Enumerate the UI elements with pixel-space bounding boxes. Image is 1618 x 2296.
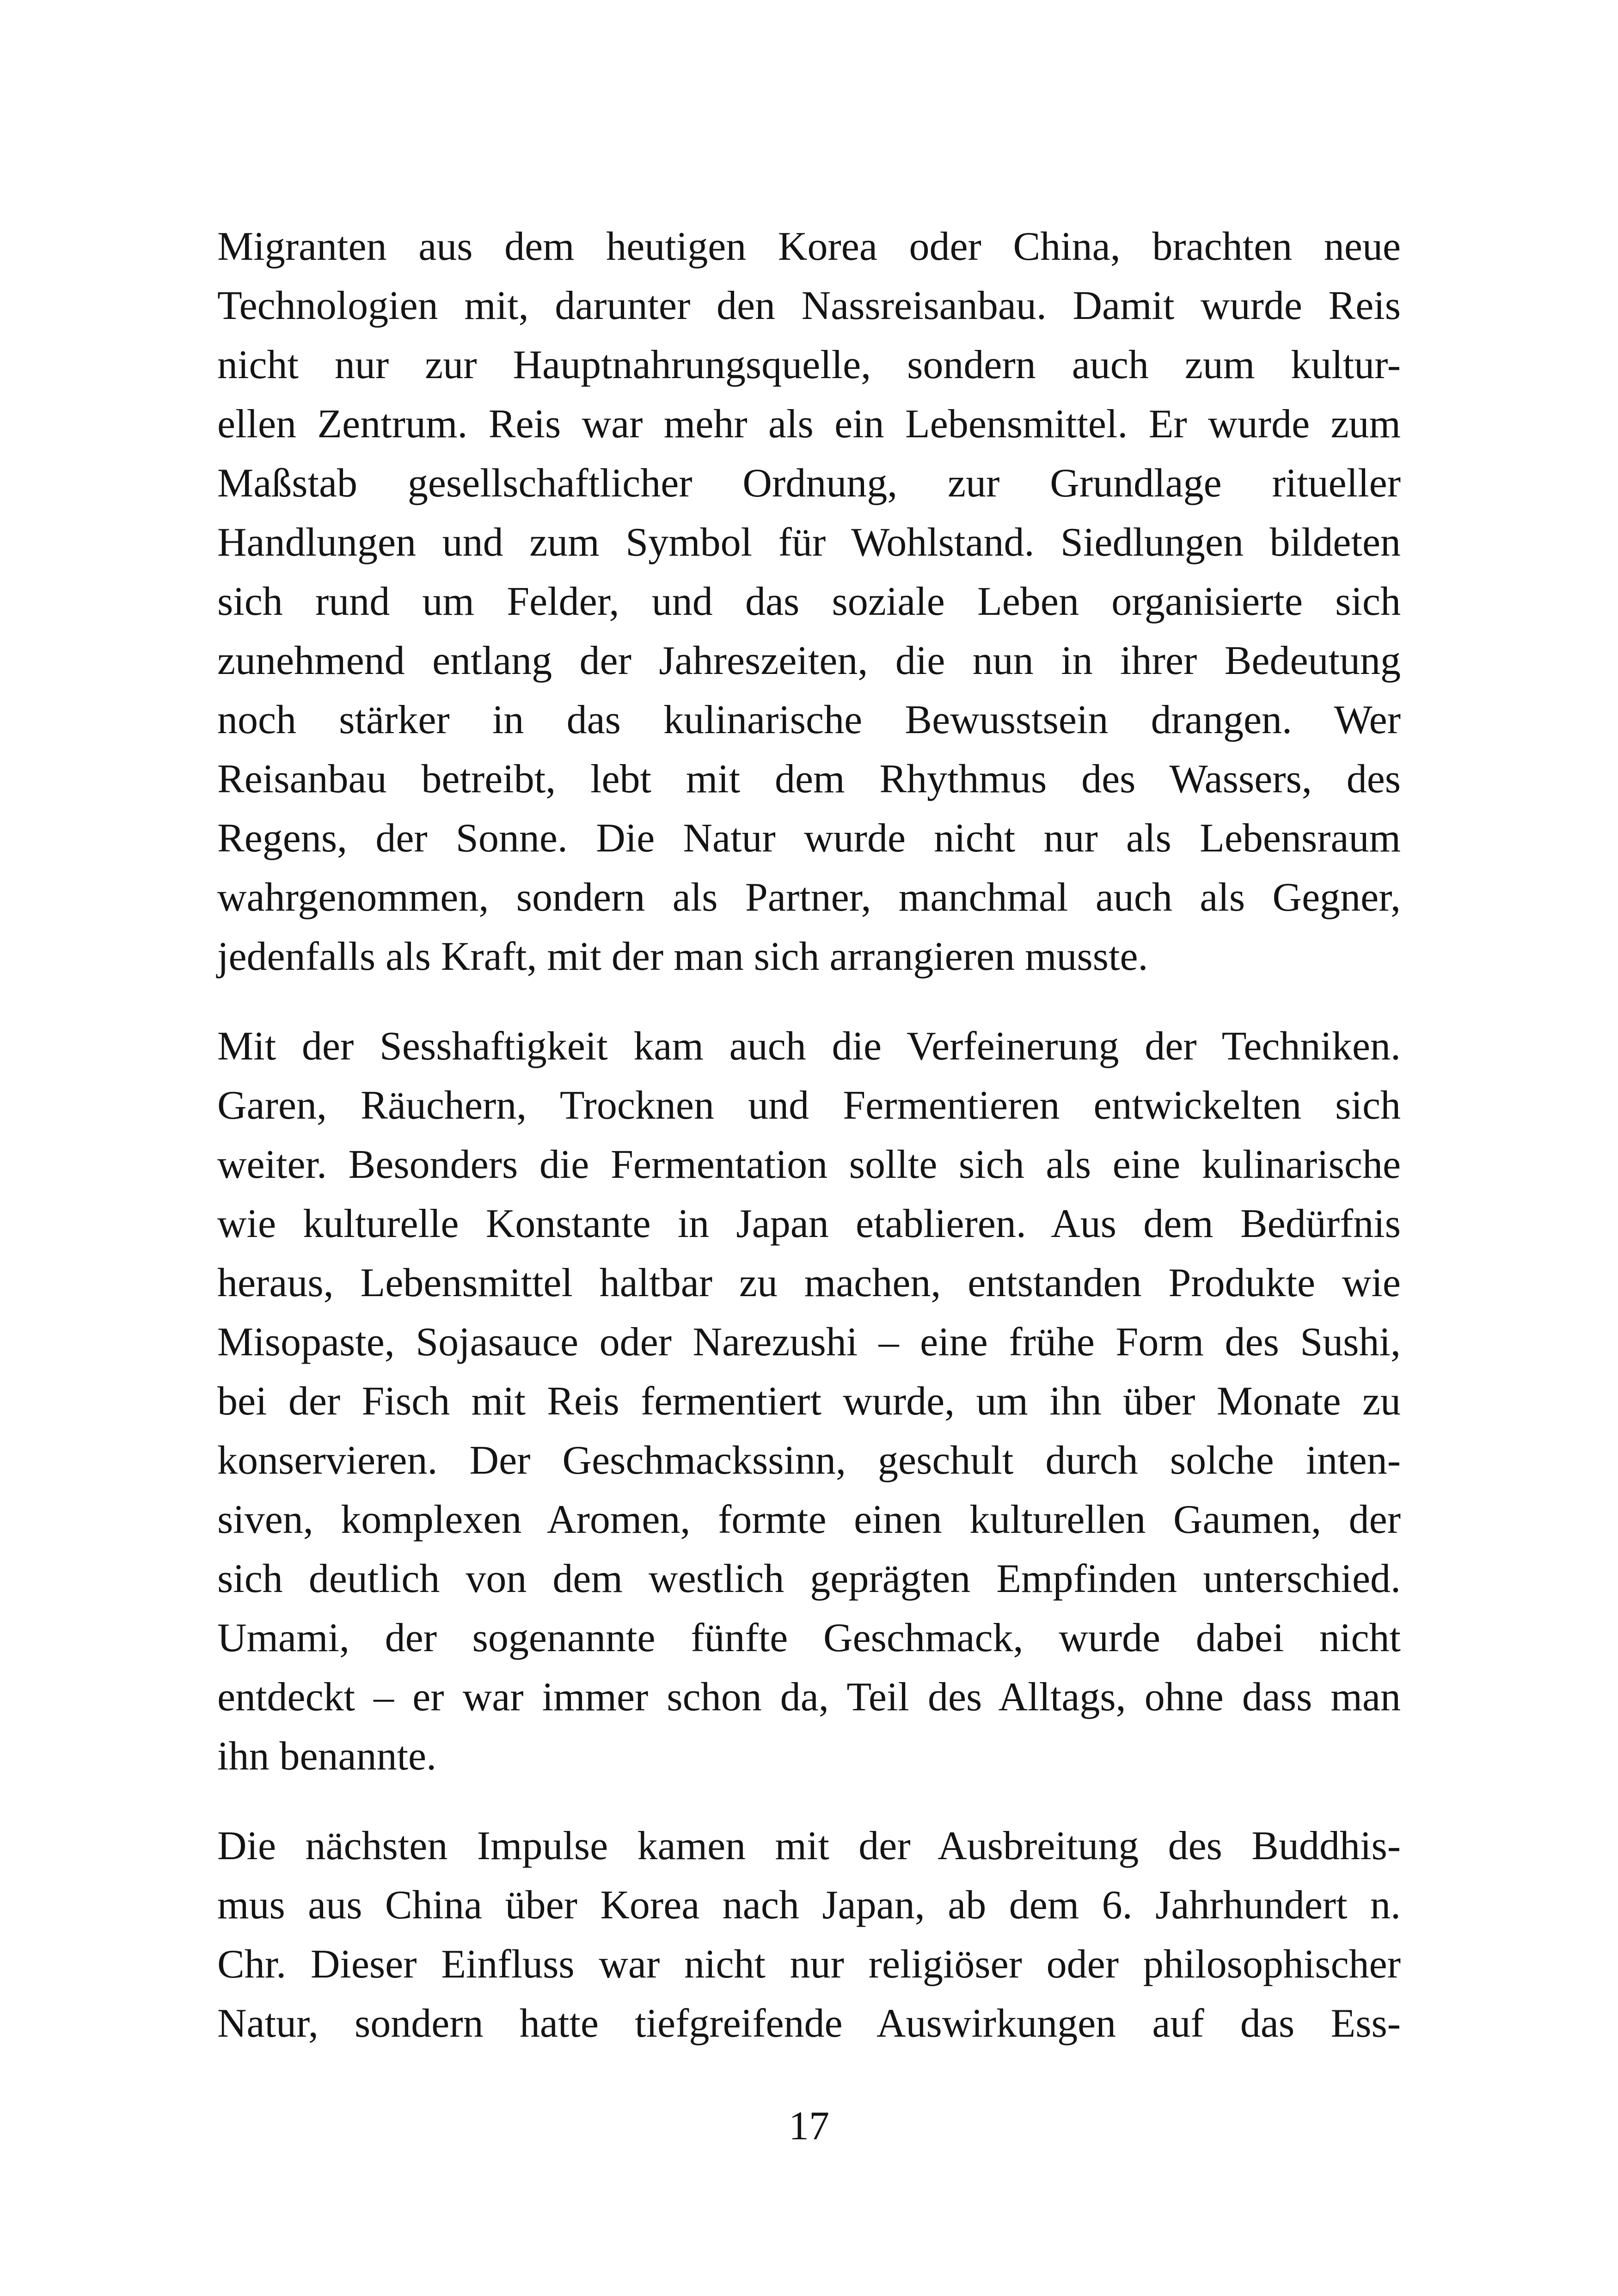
text-line: wahrgenommen, sondern als Partner, manchmal auch als Gegner,	[217, 875, 1401, 920]
text-line: Regens, der Sonne. Die Natur wurde nicht nur als Lebensraum	[217, 816, 1401, 861]
text-line: ihn benannte.	[217, 1734, 437, 1779]
text-line: Natur, sondern hatte tiefgreifende Auswirkungen auf das Ess-	[217, 2001, 1401, 2046]
text-line: Chr. Dieser Einfluss war nicht nur religiöser oder philosophischer	[217, 1942, 1401, 1987]
text-line: sich deutlich von dem westlich geprägten Empfinden unterschied.	[217, 1556, 1401, 1601]
paragraph-1	[217, 217, 1401, 986]
text-line: nicht nur zur Hauptnahrungsquelle, sondern auch zum kultur-	[217, 343, 1401, 387]
text-line: noch stärker in das kulinarische Bewusstsein drangen. Wer	[217, 698, 1401, 742]
text-line: weiter. Besonders die Fermentation sollte sich als eine kulinarische	[217, 1142, 1401, 1187]
text-line: Migranten aus dem heutigen Korea oder China, brachten neue	[217, 224, 1401, 269]
text-line: Umami, der sogenannte fünfte Geschmack, wurde dabei nicht	[217, 1616, 1401, 1660]
text-line: bei der Fisch mit Reis fermentiert wurde, um ihn über Monate zu	[217, 1379, 1401, 1424]
text-line: Technologien mit, darunter den Nassreisanbau. Damit wurde Reis	[217, 283, 1401, 328]
text-line: sich rund um Felder, und das soziale Leben organisierte sich	[217, 579, 1401, 624]
text-line: wie kulturelle Konstante in Japan etablieren. Aus dem Bedürfnis	[217, 1201, 1401, 1246]
text-line: Garen, Räuchern, Trocknen und Fermentieren entwickelten sich	[217, 1083, 1401, 1128]
text-line: heraus, Lebensmittel haltbar zu machen, entstanden Produkte wie	[217, 1261, 1401, 1305]
body-text	[217, 217, 1401, 2053]
text-line: Maßstab gesellschaftlicher Ordnung, zur Grundlage ritueller	[217, 461, 1401, 506]
text-line: siven, komplexen Aromen, formte einen kulturellen Gaumen, der	[217, 1497, 1401, 1542]
paragraph-2	[217, 1017, 1401, 1786]
text-line: ellen Zentrum. Reis war mehr als ein Lebensmittel. Er wurde zum	[217, 402, 1401, 447]
text-line: jedenfalls als Kraft, mit der man sich arrangieren musste.	[217, 934, 1148, 979]
paragraph-3	[217, 1817, 1401, 2053]
text-line: zunehmend entlang der Jahreszeiten, die nun in ihrer Bedeutung	[217, 638, 1401, 683]
text-line: Die nächsten Impulse kamen mit der Ausbreitung des Buddhis-	[217, 1824, 1401, 1868]
text-line: Handlungen und zum Symbol für Wohlstand. Siedlungen bildeten	[217, 520, 1401, 565]
text-line: entdeckt – er war immer schon da, Teil des Alltags, ohne dass man	[217, 1675, 1401, 1720]
text-line: Reisanbau betreibt, lebt mit dem Rhythmus des Wassers, des	[217, 757, 1401, 802]
text-line: mus aus China über Korea nach Japan, ab dem 6. Jahrhundert n.	[217, 1883, 1401, 1928]
text-line: konservieren. Der Geschmackssinn, geschult durch solche inten-	[217, 1438, 1401, 1483]
text-line: Mit der Sesshaftigkeit kam auch die Verfeinerung der Techniken.	[217, 1024, 1401, 1069]
text-line: Misopaste, Sojasauce oder Narezushi – eine frühe Form des Sushi,	[217, 1320, 1401, 1365]
page-number: 17	[789, 2104, 829, 2149]
